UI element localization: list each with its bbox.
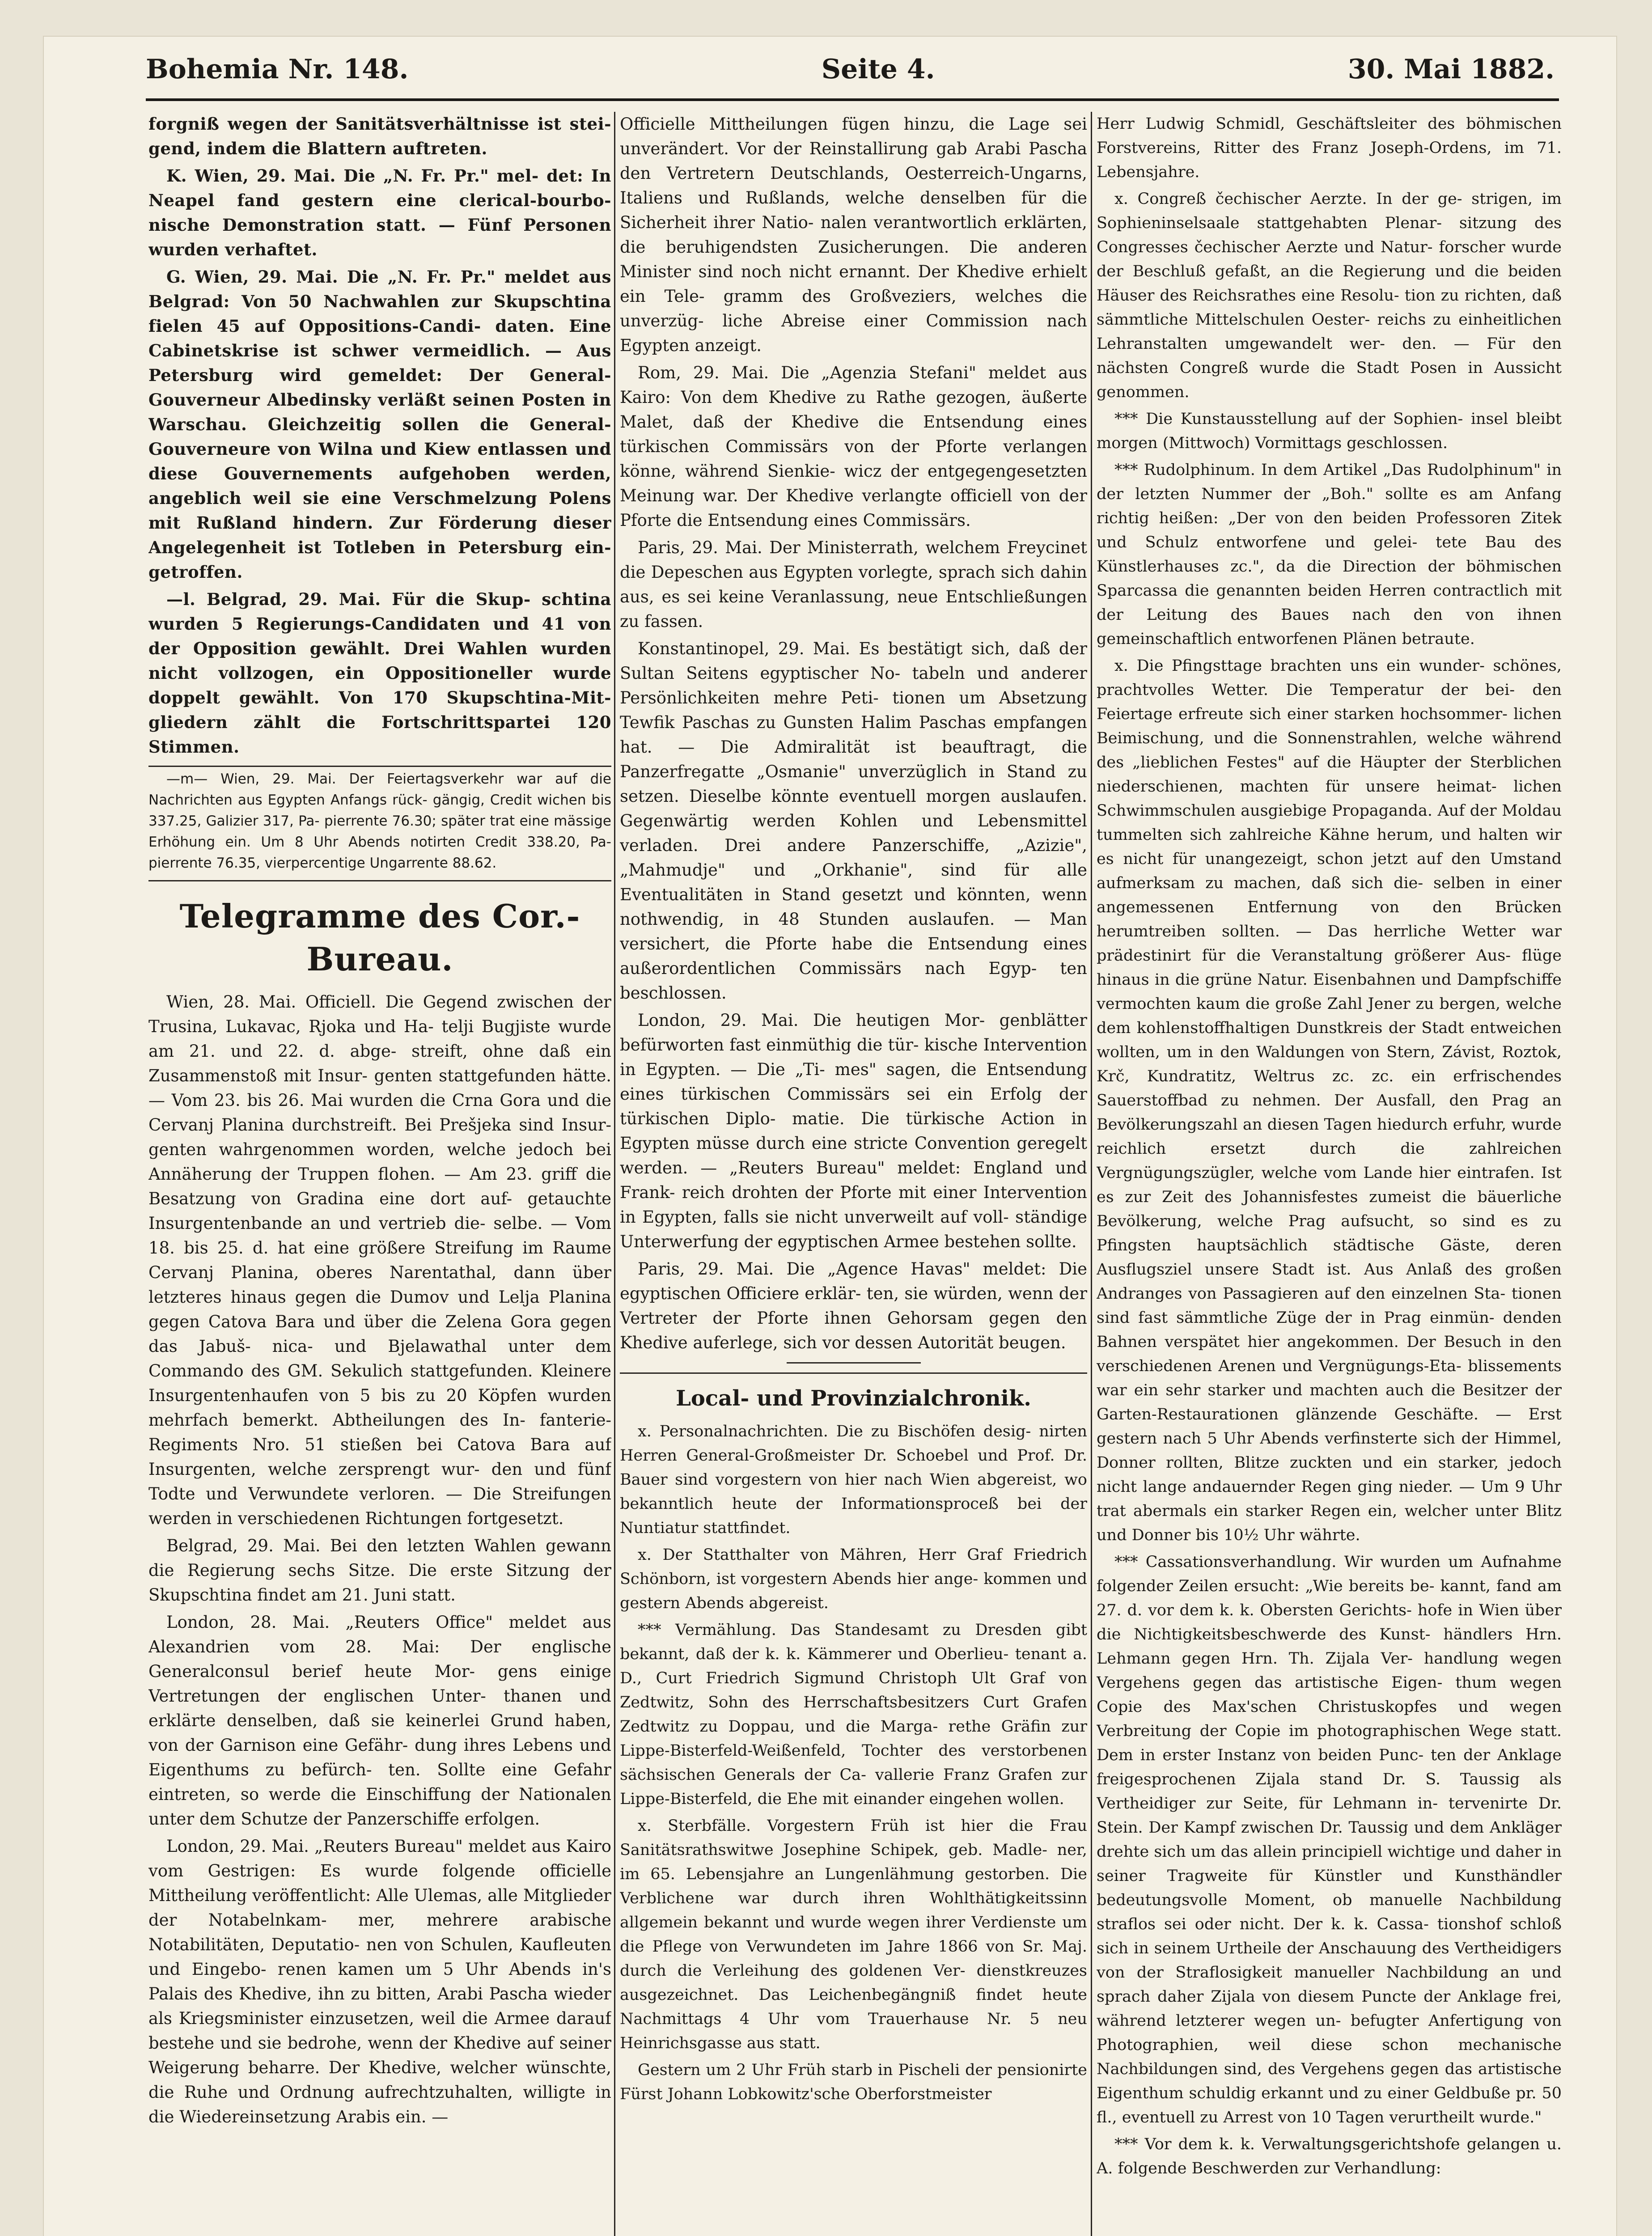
article-paragraph: x. Sterbfälle. Vorgestern Früh ist hier die Frau Sanitätsrathswitwe Josephine Schipek, geb. Madle- ner, im 65. Lebensjahre an Lungenlähmung gestorben. Die Verblichene war durch ihren Wohlthätigkeitssinn allgemein bekannt und wurde wegen ihrer Verdienste um die Pflege von Verwundeten im Jahre 1866 von Sr. Maj. durch die Verleihung des goldenen Ver- dienstkreuzes ausgezeichnet. Das Leichenbegängniß findet heute Nachmittags 4 Uhr vom Trauerhause Nr. 5 neu Heinrichsgasse aus statt.: [620, 1817, 1087, 2052]
market-report: —m— Wien, 29. Mai. Der Feiertagsverkehr war auf die Nachrichten aus Egypten Anfangs rück- gängig, Credit wichen bis 337.25, Galizier 317, Pa- pierrente 76.30; später trat eine mässige Erhöhung ein. Um 8 Uhr Abends notirten Credit 338.20, Pa- pierrente 76.35, vierpercentige Ungarrente 88.62.: [148, 771, 611, 871]
article-paragraph: forgniß wegen der Sanitätsverhältnisse ist stei- gend, indem die Blattern auftreten.: [148, 114, 611, 158]
divider: [620, 1372, 1087, 1374]
article-paragraph: Officielle Mittheilungen fügen hinzu, die Lage sei unverändert. Vor der Reinstallirung gab Arabi Pascha den Vertretern Deutschlands, Oesterreich-Ungarns, Italiens und Rußlands, welche denselben für die Sicherheit ihrer Natio- nalen verantwortlich erklärten, die beruhigendsten Zusicherungen. Die anderen Minister sind noch nicht ernannt. Der Khedive erhielt ein Tele- gramm des Großveziers, welches die unverzüg- liche Abreise einer Commission nach Egypten anzeigt.: [620, 114, 1087, 355]
article-paragraph: *** Die Kunstausstellung auf der Sophien- insel bleibt morgen (Mittwoch) Vormittags geschlossen.: [1097, 410, 1562, 452]
page-header: [146, 40, 1555, 98]
article-paragraph: G. Wien, 29. Mai. Die „N. Fr. Pr." meldet aus Belgrad: Von 50 Nachwahlen zur Skupschtina fielen 45 auf Oppositions-Candi- daten. Eine Cabinetskrise ist schwer vermeidlich. — Aus Petersburg wird gemeldet: Der General- Gouverneur Albedinsky verläßt seinen Posten in Warschau. Gleichzeitig sollen die General- Gouverneure von Wilna und Kiew entlassen und diese Gouvernements aufgehoben werden, angeblich weil sie eine Verschmelzung Polens mit Rußland hindern. Zur Förderung dieser Angelegenheit ist Totleben in Petersburg ein- getroffen.: [148, 267, 611, 582]
article-paragraph: *** Rudolphinum. In dem Artikel „Das Rudolphinum" in der letzten Nummer der „Boh." sollte es am Anfang richtig heißen: „Der von den beiden Professoren Zitek und Schulz entworfene und gelei- tete Bau des Künstlerhauses zc.", da die Direction der böhmischen Sparcassa die genannten beiden Herren contractlich mit der Leitung des Baues nach den von ihnen gemeinschaftlich entworfenen Plänen betraute.: [1097, 461, 1562, 648]
article-paragraph: Wien, 28. Mai. Officiell. Die Gegend zwischen der Trusina, Lukavac, Rjoka und Ha- telji Bugjiste wurde am 21. und 22. d. abge- streift, ohne daß ein Zusammenstoß mit Insur- genten stattgefunden hätte. — Vom 23. bis 26. Mai wurden die Crna Gora und die Cervanj Planina durchstreift. Bei Prešjeka sind Insur- genten wahrgenommen worden, welche jedoch bei Annäherung der Truppen flohen. — Am 23. griff die Besatzung von Gradina eine dort auf- getauchte Insurgentenbande an und vertrieb die- selbe. — Vom 18. bis 25. d. hat eine größere Streifung im Raume Cervanj Planina, oberes Narentathal, dann über letzteres hinaus gegen die Dumov und Lelja Planina gegen Catova Bara und über die Zelena Gora gegen das Jabuš- nica- und Bjelawathal unter dem Commando des GM. Sekulich stattgefunden. Kleinere Insurgentenhaufen von 5 bis zu 20 Köpfen wurden mehrfach bemerkt. Abtheilungen des In- fanterie-Regiments Nro. 51 stießen bei Catova Bara auf Insurgenten, welche zersprengt wur- den und fünf Todte und Verwundete verloren. — Die Streifungen werden in verschiedenen Richtungen fortgesetzt.: [148, 992, 611, 1528]
article-paragraph: Herr Ludwig Schmidl, Geschäftsleiter des böhmischen Forstvereins, Ritter des Franz Joseph-Ordens, im 71. Lebensjahre.: [1097, 115, 1562, 181]
article-paragraph: —l. Belgrad, 29. Mai. Für die Skup- schtina wurden 5 Regierungs-Candidaten und 41 von der Opposition gewählt. Drei Wahlen wurden nicht vollzogen, ein Oppositioneller wurde doppelt gewählt. Von 170 Skupschtina-Mit- gliedern zählt die Fortschrittspartei 120 Stimmen.: [148, 589, 611, 757]
column-2: [620, 112, 1087, 2236]
column-3: [1097, 112, 1562, 2236]
article-paragraph: *** Vor dem k. k. Verwaltungsgerichtshofe gelangen u. A. folgende Beschwerden zur Verhandlung:: [1097, 2135, 1562, 2177]
divider: [148, 880, 611, 881]
article-paragraph: x. Die Pfingsttage brachten uns ein wunder- schönes, prachtvolles Wetter. Die Temperatur der bei- den Feiertage erfreute sich einer starken hochsommer- lichen Beimischung, und die Sonnenstrahlen, welche während des „lieblichen Festes" auf die Häupter der Sterblichen niederschienen, machten für unsere heimat- lichen Schwimmschulen ausgiebige Propaganda. Auf der Moldau tummelten sich zahlreiche Kähne herum, und halten wir es nicht für unangezeigt, schon jetzt auf den Umstand aufmerksam zu machen, daß sich die- selben in einer angemessenen Entfernung von den Brücken herumtreiben sollten. — Das herrliche Wetter war prädestinirt für die Veranstaltung größerer Aus- flüge hinaus in die grüne Natur. Eisenbahnen und Dampfschiffe vermochten kaum die große Zahl Jener zu bergen, welche dem kohlenstoffhaltigen Dunstkreis der Stadt entweichen wollten, um in den Waldungen von Stern, Závist, Roztok, Krč, Kundratitz, Weltrus zc. zc. ein erfrischendes Sauerstoffbad zu nehmen. Der Ausfall, den Prag an Bevölkerungszahl an diesen Tagen hiedurch erfuhr, wurde reichlich ersetzt durch die zahlreichen Vergnügungszügler, welche vom Lande hier eintrafen. Ist es zur Zeit des Johannisfestes zumeist die bäuerliche Bevölkerung, welche Prag aufsucht, so sind es zu Pfingsten hauptsächlich städtische Gäste, deren Ausflugsziel unsere Stadt ist. Aus Anlaß des großen Andranges von Passagieren auf den einzelnen Sta- tionen sind fast sämmtliche Züge der in Prag einmün- denden Bahnen verspätet hier angekommen. Der Besuch in den verschiedenen Arenen und Vergnügungs-Eta- blissements war ein sehr starker und machten auch die Besitzer der Garten-Restaurationen glänzende Geschäfte. — Erst gestern nach 5 Uhr Abends verfinsterte sich der Himmel, Donner rollten, Blitze zuckten und ein starker, jedoch nicht lange andauernder Regen ging nieder. — Um 9 Uhr trat abermals ein starker Regen ein, welcher unter Blitz und Donner bis 10½ Uhr währte.: [1097, 657, 1562, 1544]
article-paragraph: x. Personalnachrichten. Die zu Bischöfen desig- nirten Herren General-Großmeister Dr. Schoebel und Prof. Dr. Bauer sind vorgestern von hier nach Wien abgereist, wo bekanntlich heute der Informationsproceß bei der Nuntiatur stattfindet.: [620, 1423, 1087, 1537]
article-paragraph: K. Wien, 29. Mai. Die „N. Fr. Pr." mel- det: In Neapel fand gestern eine clerical-bourbo- nische Demonstration statt. — Fünf Personen wurden verhaftet.: [148, 166, 611, 259]
header-page-number: Seite 4.: [821, 54, 935, 85]
column-1: [148, 112, 611, 2236]
article-paragraph: *** Vermählung. Das Standesamt zu Dresden gibt bekannt, daß der k. k. Kämmerer und Oberlieu- tenant a. D., Curt Friedrich Sigmund Christoph Ult Graf von Zedtwitz, Sohn des Herrschaftsbesitzers Curt Grafen Zedtwitz zu Doppau, und die Marga- rethe Gräfin zur Lippe-Bisterfeld-Weißenfeld, Tochter des verstorbenen sächsischen Generals der Ca- vallerie Franz Grafen zur Lippe-Bisterfeld, die Ehe mit einander eingehen wollen.: [620, 1621, 1087, 1808]
divider: [148, 766, 611, 767]
header-rule: [146, 98, 1559, 101]
article-paragraph: Belgrad, 29. Mai. Bei den letzten Wahlen gewann die Regierung sechs Sitze. Die erste Sitzung der Skupschtina findet am 21. Juni statt.: [148, 1536, 611, 1605]
article-paragraph: London, 28. Mai. „Reuters Office" meldet aus Alexandrien vom 28. Mai: Der englische Generalconsul berief heute Mor- gens einige Vertretungen der englischen Unter- thanen und erklärte denselben, daß sie keinerlei Grund haben, von der Garnison eine Gefähr- dung ihres Lebens und Eigenthums zu befürch- ten. Sollte eine Gefahr eintreten, so werde die Einschiffung der Nationalen unter dem Schutze der Panzerschiffe erfolgen.: [148, 1613, 611, 1829]
column-separator: [1091, 112, 1092, 2236]
article-paragraph: *** Cassationsverhandlung. Wir wurden um Aufnahme folgender Zeilen ersucht: „Wie bereits be- kannt, fand am 27. d. vor dem k. k. Obersten Gerichts- hofe in Wien über die Nichtigkeitsbeschwerde des Kunst- händlers Hrn. Lehmann gegen Hrn. Th. Zijala Ver- handlung wegen Vergehens gegen das artistische Eigen- thum wegen Copie des Max'schen Christuskopfes und wegen Verbreitung der Copie im photographischen Wege statt. Dem in erster Instanz von beiden Punc- ten der Anklage freigesprochenen Zijala stand Dr. S. Taussig als Vertheidiger zur Seite, für Lehmann in- tervenirte Dr. Stein. Der Kampf zwischen Dr. Taussig und dem Ankläger drehte sich um das allein principiell wichtige und daher in seiner Tragweite für Künstler und Kunsthändler bedeutungsvolle Moment, ob manuelle Nachbildung straflos sei oder nicht. Der k. k. Cassa- tionshof schloß sich in seinem Urtheile der Anschauung des Vertheidigers von der Straflosigkeit manueller Nachbildung an und sprach daher Zijala von diesem Puncte der Anklage frei, während letzterer wegen un- befugter Anfertigung von Photographien, weil diese schon mechanische Nachbildungen sind, des Vergehens gegen das artistische Eigenthum schuldig erkannt und zu einer Geldbuße pr. 50 fl., eventuell zu Arrest von 10 Tagen verurtheilt wurde.": [1097, 1553, 1562, 2126]
column-separator: [614, 112, 615, 2236]
article-paragraph: Paris, 29. Mai. Der Ministerrath, welchem Freycinet die Depeschen aus Egypten vorlegte, sprach sich dahin aus, es sei keine Veranlassung, neue Entschließungen zu fassen.: [620, 538, 1087, 631]
header-date: 30. Mai 1882.: [1347, 54, 1555, 85]
newspaper-page: [43, 36, 1617, 2236]
article-paragraph: London, 29. Mai. „Reuters Bureau" meldet aus Kairo vom Gestrigen: Es wurde folgende officielle Mittheilung veröffentlicht: Alle Ulemas, alle Mitglieder der Notabelnkam- mer, mehrere arabische Notabilitäten, Deputatio- nen von Schulen, Kaufleuten und Eingebo- renen kamen um 5 Uhr Abends in's Palais des Khedive, ihn zu bitten, Arabi Pascha wieder als Kriegsminister einzusetzen, weil die Armee darauf bestehe und sie bedrohe, wenn der Khedive auf seiner Weigerung beharre. Der Khedive, welcher wünschte, die Ruhe und Ordnung aufrechtzuhalten, willigte in die Wiedereinsetzung Arabis ein. —: [148, 1837, 611, 2126]
divider: [787, 1362, 921, 1364]
article-paragraph: x. Congreß čechischer Aerzte. In der ge- strigen, im Sophieninselsaale stattgehabten Plenar- sitzung des Congresses čechischer Aerzte und Natur- forscher wurde der Beschluß gefaßt, an die Regierung und die beiden Häuser des Reichsrathes eine Resolu- tion zu richten, daß sämmtliche Mittelschulen Oester- reichs zu einheitlichen Lehranstalten umgewandelt wer- den. — Für den nächsten Congreß wurde die Stadt Posen in Aussicht genommen.: [1097, 190, 1562, 401]
article-paragraph: Gestern um 2 Uhr Früh starb in Pischeli der pensionirte Fürst Johann Lobkowitz'sche Oberforstmeister: [620, 2061, 1087, 2103]
article-paragraph: Paris, 29. Mai. Die „Agence Havas" meldet: Die egyptischen Officiere erklär- ten, sie würden, wenn der Vertreter der Pforte ihnen Gehorsam gegen den Khedive auferlege, sich vor dessen Autorität beugen.: [620, 1259, 1087, 1352]
section-title: Telegramme des Cor.-Bureau.: [179, 897, 580, 978]
article-paragraph: x. Der Statthalter von Mähren, Herr Graf Friedrich Schönborn, ist vorgestern Abends hier ange- kommen und gestern Abends abgereist.: [620, 1546, 1087, 1612]
article-paragraph: Rom, 29. Mai. Die „Agenzia Stefani" meldet aus Kairo: Von dem Khedive zu Rathe gezogen, äußerte Malet, daß der Khedive die Entsendung eines türkischen Commissärs von der Pforte verlangen könne, während Sienkie- wicz der entgegengesetzten Meinung war. Der Khedive verlangte officiell von der Pforte die Entsendung eines Commissärs.: [620, 363, 1087, 530]
header-paper-issue: Bohemia Nr. 148.: [146, 54, 409, 85]
section-title: Local- und Provinzialchronik.: [676, 1386, 1031, 1411]
article-paragraph: London, 29. Mai. Die heutigen Mor- genblätter befürworten fast einmüthig die tür- kische Intervention in Egypten. — Die „Ti- mes" sagen, die Entsendung eines türkischen Commissärs sei ein Erfolg der türkischen Diplo- matie. Die türkische Action in Egypten müsse durch eine stricte Convention geregelt werden. — „Reuters Bureau" meldet: England und Frank- reich drohten der Pforte mit einer Intervention in Egypten, falls sie nicht unverweilt auf voll- ständige Unterwerfung der egyptischen Armee bestehen sollte.: [620, 1011, 1087, 1251]
article-paragraph: Konstantinopel, 29. Mai. Es bestätigt sich, daß der Sultan Seitens egyptischer No- tabeln und anderer Persönlichkeiten mehre Peti- tionen um Absetzung Tewfik Paschas zu Gunsten Halim Paschas empfangen hat. — Die Admiralität ist beauftragt, die Panzerfregatte „Osmanie" unverzüglich in Stand zu setzen. Dieselbe könnte eventuell morgen auslaufen. Gegenwärtig werden Kohlen und Lebensmittel verladen. Drei andere Panzerschiffe, „Azizie", „Mahmudje" und „Orkhanie", sind für alle Eventualitäten in Stand gesetzt und könnten, wenn nothwendig, in 48 Stunden auslaufen. — Man versichert, die Pforte habe die Entsendung eines außerordentlichen Commissärs nach Egyp- ten beschlossen.: [620, 639, 1087, 1003]
